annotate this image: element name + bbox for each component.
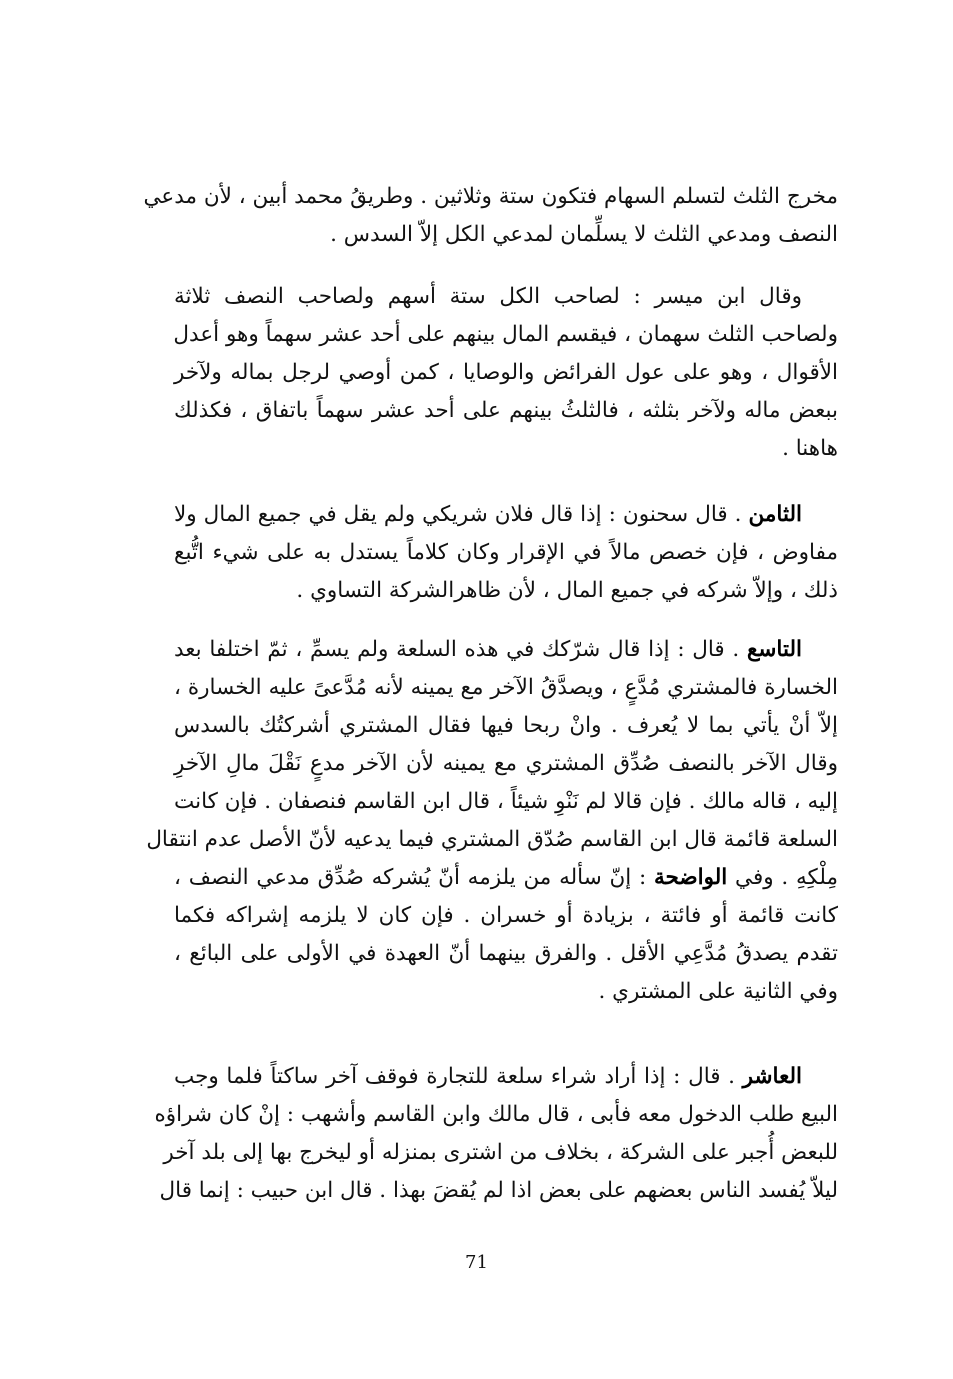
text-line: إلاّ أنْ يأتي بما لا يُعرف . وانْ ربحا فيها فقال المشتري أشركتُك بالسدس xyxy=(174,713,838,738)
text-line: الخسارة فالمشتري مُدَّعٍ ، ويصدَّقُ الآخر مع يمينه لأنه مُدَّعىً عليه الخسارة ، xyxy=(174,675,838,700)
text-line: إليه ، قاله مالك . فإن قالا لم نَنْوِ شيئاً ، قال ابن القاسم فنصفان . فإن كانت xyxy=(174,789,838,814)
text-run: . قال : إذا قال شرّكك في هذه السلعة ولم يسمِّ ، ثمّ اختلفا بعد xyxy=(174,637,740,662)
text-line: ولصاحب الثلث سهمان ، فيقسم المال بينهم على أحد عشر سهماً وهو أعدل xyxy=(173,322,838,347)
paragraph-tenth xyxy=(154,1058,838,1210)
text-line: مخرج الثلث لتسلم السهام فتكون ستة وثلاثين . وطريقُ محمد أبين ، لأن مدعي xyxy=(143,184,838,209)
text-line: ذلك ، وإلاّ شركه في جميع المال ، لأن ظاهرالشركة التساوي . xyxy=(296,578,838,603)
text-line: وفي الثانية على المشتري . xyxy=(598,979,838,1004)
text-run: مِلْكِهِ . وفي xyxy=(735,865,838,890)
section-lead-eighth: الثامن xyxy=(748,502,802,527)
text-line xyxy=(174,859,838,897)
text-line: السلعة قائمة قال ابن القاسم صُدّق المشتري فيما يدعيه لأنّ الأصل عدم انتقال xyxy=(146,827,838,852)
text-line xyxy=(174,631,838,669)
text-line: تقدم يصدقُ مُدَّعِي الأقل . والفرق بينهما أنّ العهدة في الأولى على البائع ، xyxy=(174,941,838,966)
paragraph-1 xyxy=(143,178,838,254)
source-title-wadiha: الواضحة xyxy=(654,865,728,890)
page-number: 71 xyxy=(465,1252,488,1273)
paragraph-2 xyxy=(174,278,838,468)
text-line: النصف ومدعي الثلث لا يسلِّمان لمدعي الكل إلاّ السدس . xyxy=(330,222,838,247)
section-lead-ninth: التاسع xyxy=(746,637,802,662)
text-line xyxy=(174,496,838,534)
text-line: الأقوال ، وهو على عول الفرائض والوصايا ، كمن أوصي لرجل بماله ولآخر xyxy=(174,360,838,385)
text-run: . قال سحنون : إذا قال فلان شريكي ولم يقل في جميع المال ولا xyxy=(174,502,742,527)
text-line: ليلاّ يُفسد الناس بعضهم على بعض اذا لم يُقضَ بهذا . قال ابن حبيب : إنما قال xyxy=(159,1178,838,1203)
text-line: كانت قائمة أو فائتة ، بزيادة أو خسران . فإن كان لا يلزمه إشراكه فكما xyxy=(174,903,838,928)
paragraph-eighth xyxy=(174,496,838,610)
text-line xyxy=(174,1058,838,1096)
text-run: : إنّ سأله من يلزمه أنّ يُشركه صُدِّق مدعي النصف ، xyxy=(174,865,647,890)
paragraph-ninth xyxy=(146,631,838,1011)
text-line: للبعض أُجبر على الشركة ، بخلاف من اشترى بمنزله أو ليخرج بها إلى بلد آخر xyxy=(163,1140,838,1165)
text-line: البيع طلب الدخول معه فأبى ، قال مالك وابن القاسم وأشهب : إنْ كان شراؤه xyxy=(154,1102,838,1127)
text-line: وقال الآخر بالنصف صُدِّق المشتري مع يمينه لأن الآخر مدعٍ نَقْلَ مالِ الآخرِ xyxy=(174,751,838,776)
text-line: مفاوض ، فإن خصص مالاً في الإقرار وكان كلاماً يستدل به على شيء اتُّبع xyxy=(174,540,838,565)
text-line: وقال ابن ميسر : لصاحب الكل ستة أسهم ولصاحب النصف ثلاثة xyxy=(174,284,802,309)
text-line: هاهنا . xyxy=(782,436,838,461)
text-run: . قال : إذا أراد شراء سلعة للتجارة فوقف آخر ساكتاً فلما وجب xyxy=(174,1064,736,1089)
text-line: ببعض ماله ولآخر بثلثه ، فالثلثُ بينهم على أحد عشر سهماً باتفاق ، فكذلك xyxy=(174,398,838,423)
section-lead-tenth: العاشر xyxy=(742,1064,802,1089)
